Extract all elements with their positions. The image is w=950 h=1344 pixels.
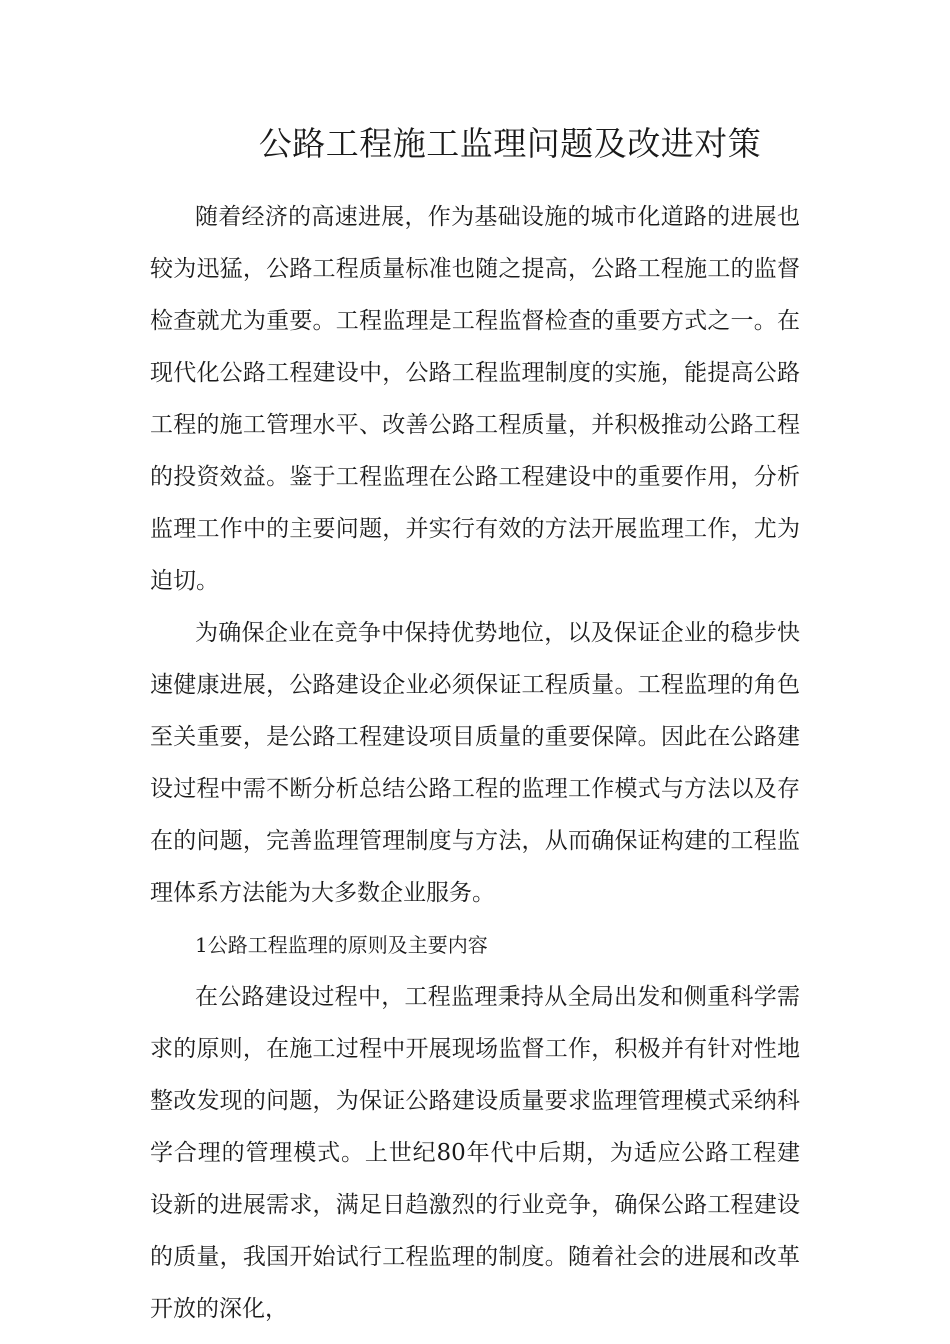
document-body (150, 191, 800, 1335)
section-heading: 1公路工程监理的原则及主要内容 (195, 933, 488, 957)
paragraph: 随着经济的高速进展，作为基础设施的城市化道路的进展也较为迅猛，公路工程质量标准也随之提高，公路工程施工的监督检查就尤为重要。工程监理是工程监督检查的重要方式之一。在现代化公路工程建设中，公路工程监理制度的实施，能提高公路工程的施工管理水平、改善公路工程质量，并积极推动公路工程的投资效益。鉴于工程监理在公路工程建设中的重要作用，分析监理工作中的主要问题，并实行有效的方法开展监理工作，尤为迫切。 (150, 204, 800, 594)
document-title: 公路工程施工监理问题及改进对策 (258, 124, 762, 163)
paragraph: 在公路建设过程中，工程监理秉持从全局出发和侧重科学需求的原则，在施工过程中开展现场监督工作，积极并有针对性地整改发现的问题，为保证公路建设质量要求监理管理模式采纳科学合理的管理模式。上世纪80年代中后期，为适应公路工程建设新的进展需求，满足日趋激烈的行业竞争，确保公路工程建设的质量，我国开始试行工程监理的制度。随着社会的进展和改革开放的深化， (150, 984, 800, 1322)
paragraph: 为确保企业在竞争中保持优势地位，以及保证企业的稳步快速健康进展，公路建设企业必须保证工程质量。工程监理的角色至关重要，是公路工程建设项目质量的重要保障。因此在公路建设过程中需不断分析总结公路工程的监理工作模式与方法以及存在的问题，完善监理管理制度与方法，从而确保证构建的工程监理体系方法能为大多数企业服务。 (150, 620, 800, 906)
